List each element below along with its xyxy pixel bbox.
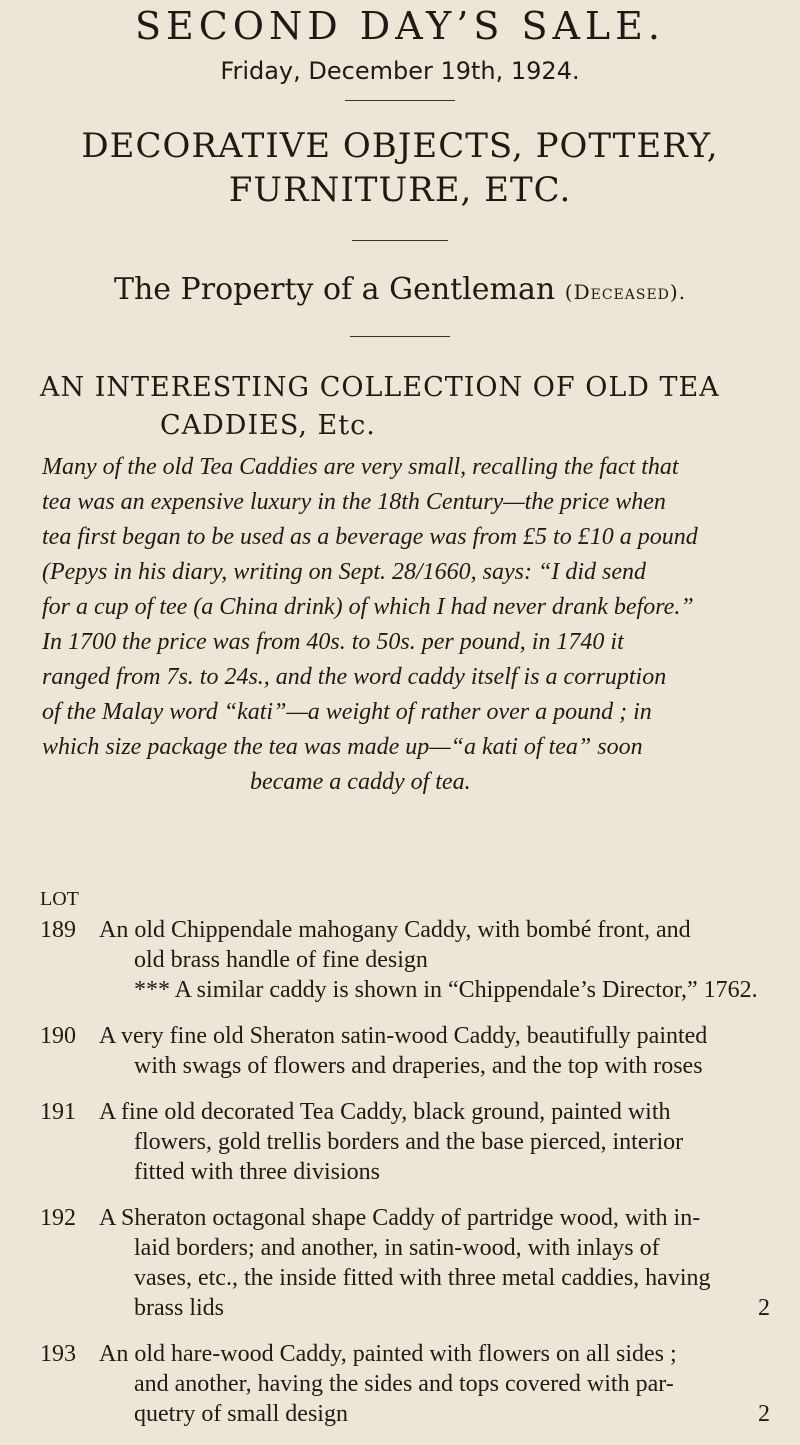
category-line-2: FURNITURE, ETC. <box>228 170 572 210</box>
lot-entry <box>40 1097 780 1187</box>
intro-line: of the Malay word “kati”—a weight of rather over a pound ; in <box>42 699 652 725</box>
intro-line: tea first began to be used as a beverage was from £5 to £10 a pound <box>42 524 698 550</box>
lot-line: A very fine old Sheraton satin-wood Caddy, beautifully painted <box>99 1023 708 1049</box>
lot-line: vases, etc., the inside fitted with three metal caddies, having <box>134 1265 711 1291</box>
intro-line: In 1700 the price was from 40s. to 50s. per pound, in 1740 it <box>42 629 624 655</box>
lot-line: and another, having the sides and tops covered with par- <box>134 1371 674 1397</box>
lot-quantity: 2 <box>758 1295 770 1321</box>
lot-line: brass lids <box>134 1295 224 1321</box>
sale-date: Friday, December 19th, 1924. <box>220 57 580 85</box>
lot-entry <box>40 1021 780 1081</box>
category-line-1: DECORATIVE OBJECTS, POTTERY, <box>81 126 719 166</box>
divider <box>350 336 450 337</box>
lot-line: laid borders; and another, in satin-wood, with inlays of <box>134 1235 660 1261</box>
property-deceased: (Deceased). <box>564 280 687 304</box>
intro-line: ranged from 7s. to 24s., and the word caddy itself is a corruption <box>42 664 667 690</box>
intro-line: for a cup of tee (a China drink) of which I had never drank before.” <box>42 594 694 620</box>
collection-intro <box>42 450 772 800</box>
divider <box>345 100 455 101</box>
lot-description <box>99 1021 780 1081</box>
intro-line: (Pepys in his diary, writing on Sept. 28/1660, says: “I did send <box>42 559 646 585</box>
lot-number: 189 <box>40 917 76 943</box>
divider <box>352 240 448 241</box>
lot-list <box>40 915 780 1445</box>
lot-entry <box>40 915 780 1005</box>
lot-column-label: LOT <box>40 888 79 910</box>
lot-number: 193 <box>40 1341 76 1367</box>
lot-description <box>99 915 780 1005</box>
lot-entry <box>40 1203 780 1323</box>
lot-description <box>99 1339 780 1429</box>
collection-heading <box>40 369 800 445</box>
lot-line: flowers, gold trellis borders and the base pierced, interior <box>134 1129 684 1155</box>
category-heading <box>0 124 800 212</box>
lot-line: An old hare-wood Caddy, painted with flowers on all sides ; <box>99 1341 677 1367</box>
lot-line: A Sheraton octagonal shape Caddy of partridge wood, with in- <box>99 1205 701 1231</box>
lot-entry <box>40 1339 780 1429</box>
lot-description <box>99 1203 780 1323</box>
property-text: The Property of a Gentleman <box>113 272 556 307</box>
collection-heading-line-2: CADDIES, Etc. <box>160 410 376 441</box>
property-line <box>0 272 800 307</box>
lot-description <box>99 1097 780 1187</box>
lot-number: 192 <box>40 1205 76 1231</box>
lot-line: old brass handle of fine design <box>134 947 428 973</box>
lot-line: quetry of small design <box>134 1401 348 1427</box>
collection-heading-line-1: AN INTERESTING COLLECTION OF OLD TEA <box>40 372 720 403</box>
intro-line: Many of the old Tea Caddies are very small, recalling the fact that <box>42 454 679 480</box>
lot-line: A fine old decorated Tea Caddy, black ground, painted with <box>99 1099 671 1125</box>
intro-line: tea was an expensive luxury in the 18th Century—the price when <box>42 489 666 515</box>
intro-line: which size package the tea was made up—“a kati of tea” soon <box>42 734 643 760</box>
lot-number: 191 <box>40 1099 76 1125</box>
lot-line: An old Chippendale mahogany Caddy, with bombé front, and <box>99 917 691 943</box>
intro-line: became a caddy of tea. <box>250 769 471 795</box>
lot-quantity: 2 <box>758 1401 770 1427</box>
lot-note: *** A similar caddy is shown in “Chippendale’s Director,” 1762. <box>134 977 758 1003</box>
lot-line: with swags of flowers and draperies, and the top with roses <box>134 1053 703 1079</box>
sale-title: SECOND DAY’S SALE. <box>135 4 665 48</box>
lot-line: fitted with three divisions <box>134 1159 380 1185</box>
lot-number: 190 <box>40 1023 76 1049</box>
